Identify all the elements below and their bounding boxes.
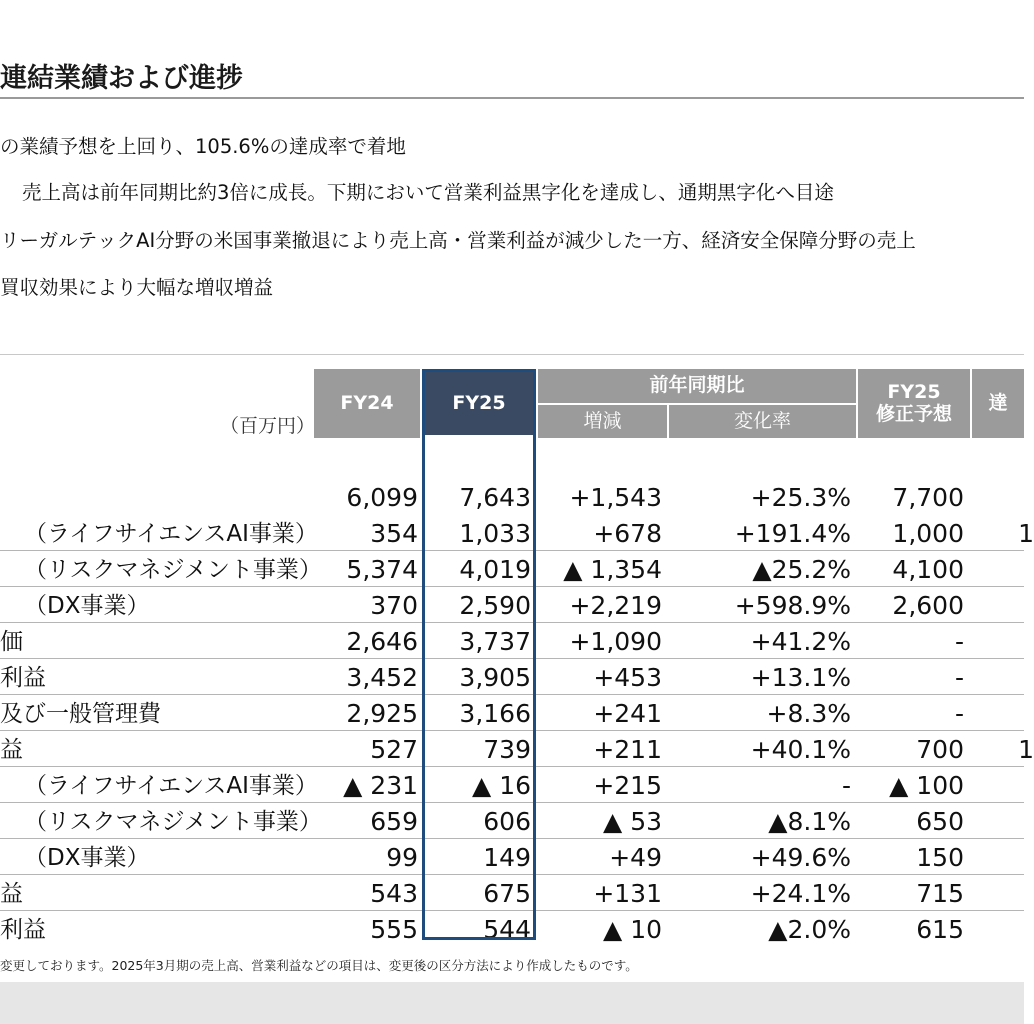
cell-fy24: 99 [386,843,418,872]
cell-fy25: 7,643 [459,483,531,512]
row-label: 利益 [0,917,46,943]
row-label: 及び一般管理費 [0,701,161,727]
cell-change: +211 [593,735,662,764]
header-fy25: FY25 [425,372,533,435]
row-label: 益 [0,881,23,907]
cell-forecast: - [954,627,964,656]
summary-bullet: 買収効果により大幅な増収増益 [0,276,274,299]
cell-change: +1,090 [569,627,662,656]
table-row [0,694,1024,731]
cell-fy25: 739 [483,735,531,764]
cell-rate: ▲25.2% [752,555,851,584]
cell-change: +241 [593,699,662,728]
summary-bullet: 売上高は前年同期比約3倍に成長。下期において営業利益黒字化を達成し、通期黒字化へ目途 [22,181,834,204]
header-change: 増減 [538,405,667,438]
cell-fy24: 3,452 [346,663,418,692]
cell-fy24: 543 [370,879,418,908]
footer-band [0,982,1024,1024]
cell-fy24: 370 [370,591,418,620]
table-row [0,622,1024,659]
cell-change: +215 [593,771,662,800]
cell-achievement: 1 [1018,519,1034,548]
cell-rate: ▲2.0% [768,915,851,944]
cell-fy25: 1,033 [459,519,531,548]
cell-change: +1,543 [569,483,662,512]
cell-rate: ▲8.1% [768,807,851,836]
cell-forecast: - [954,699,964,728]
table-row [0,478,1024,514]
cell-forecast: 4,100 [892,555,964,584]
table-row [0,802,1024,839]
summary-bullet: リーガルテックAI分野の米国事業撤退により売上高・営業利益が減少した一方、経済安全保障分野の売上 [0,229,916,252]
cell-fy24: ▲ 231 [343,771,418,800]
cell-change: +453 [593,663,662,692]
cell-change: +2,219 [569,591,662,620]
table-row [0,730,1034,767]
cell-rate: +49.6% [750,843,851,872]
cell-fy25: 544 [483,915,531,944]
cell-change: ▲ 53 [603,807,662,836]
row-label: 利益 [0,665,46,691]
table-top-rule [0,354,1024,355]
cell-rate: +40.1% [750,735,851,764]
header-achievement: 達 [972,369,1024,438]
row-label: 価 [0,629,23,655]
table-row [0,586,1024,623]
header-forecast: FY25 修正予想 [858,369,970,438]
cell-fy25: 675 [483,879,531,908]
cell-fy24: 2,646 [346,627,418,656]
cell-forecast: 150 [916,843,964,872]
cell-forecast: 1,000 [892,519,964,548]
summary-bullet: の業績予想を上回り、105.6%の達成率で着地 [0,135,406,158]
header-fy24: FY24 [314,369,420,438]
cell-fy24: 2,925 [346,699,418,728]
row-label: （リスクマネジメント事業） [24,809,322,835]
row-label: （DX事業） [24,845,150,871]
cell-forecast: 615 [916,915,964,944]
cell-fy24: 6,099 [346,483,418,512]
cell-rate: - [841,771,851,800]
cell-fy24: 527 [370,735,418,764]
cell-fy25: ▲ 16 [472,771,531,800]
cell-forecast: ▲ 100 [889,771,964,800]
cell-rate: +41.2% [750,627,851,656]
unit-label: （百万円） [220,415,316,437]
table-row [0,910,1024,946]
cell-change: ▲ 1,354 [563,555,662,584]
cell-achievement: 1 [1018,735,1034,764]
cell-change: ▲ 10 [603,915,662,944]
row-label: （DX事業） [24,593,150,619]
cell-fy25: 3,166 [459,699,531,728]
cell-forecast: 650 [916,807,964,836]
cell-fy25: 2,590 [459,591,531,620]
cell-forecast: 715 [916,879,964,908]
cell-rate: +24.1% [750,879,851,908]
cell-forecast: 2,600 [892,591,964,620]
row-label: （ライフサイエンスAI事業） [24,521,318,547]
table-row [0,550,1024,587]
cell-rate: +8.3% [766,699,851,728]
cell-rate: +598.9% [734,591,851,620]
cell-change: +49 [609,843,662,872]
cell-fy24: 354 [370,519,418,548]
cell-fy24: 5,374 [346,555,418,584]
cell-fy24: 659 [370,807,418,836]
cell-change: +131 [593,879,662,908]
cell-rate: +191.4% [734,519,851,548]
row-label: （ライフサイエンスAI事業） [24,773,318,799]
cell-fy25: 149 [483,843,531,872]
footnote: 変更しております。2025年3月期の売上高、営業利益などの項目は、変更後の区分方法により作成したものです。 [0,958,638,973]
header-yoy: 前年同期比 [538,369,856,403]
cell-forecast: 700 [916,735,964,764]
cell-fy24: 555 [370,915,418,944]
row-label: 益 [0,737,23,763]
cell-fy25: 3,905 [459,663,531,692]
header-rate: 変化率 [669,405,856,438]
table-row [0,766,1024,803]
page-title: 連結業績および進捗 [0,63,243,94]
row-label: （リスクマネジメント事業） [24,557,322,583]
cell-rate: +13.1% [750,663,851,692]
cell-rate: +25.3% [750,483,851,512]
cell-fy25: 606 [483,807,531,836]
cell-fy25: 3,737 [459,627,531,656]
cell-forecast: - [954,663,964,692]
table-row [0,514,1034,551]
cell-forecast: 7,700 [892,483,964,512]
table-row [0,838,1024,875]
cell-fy25: 4,019 [459,555,531,584]
table-row [0,658,1024,695]
summary-bullets [0,0,1024,320]
cell-change: +678 [593,519,662,548]
table-row [0,874,1024,911]
